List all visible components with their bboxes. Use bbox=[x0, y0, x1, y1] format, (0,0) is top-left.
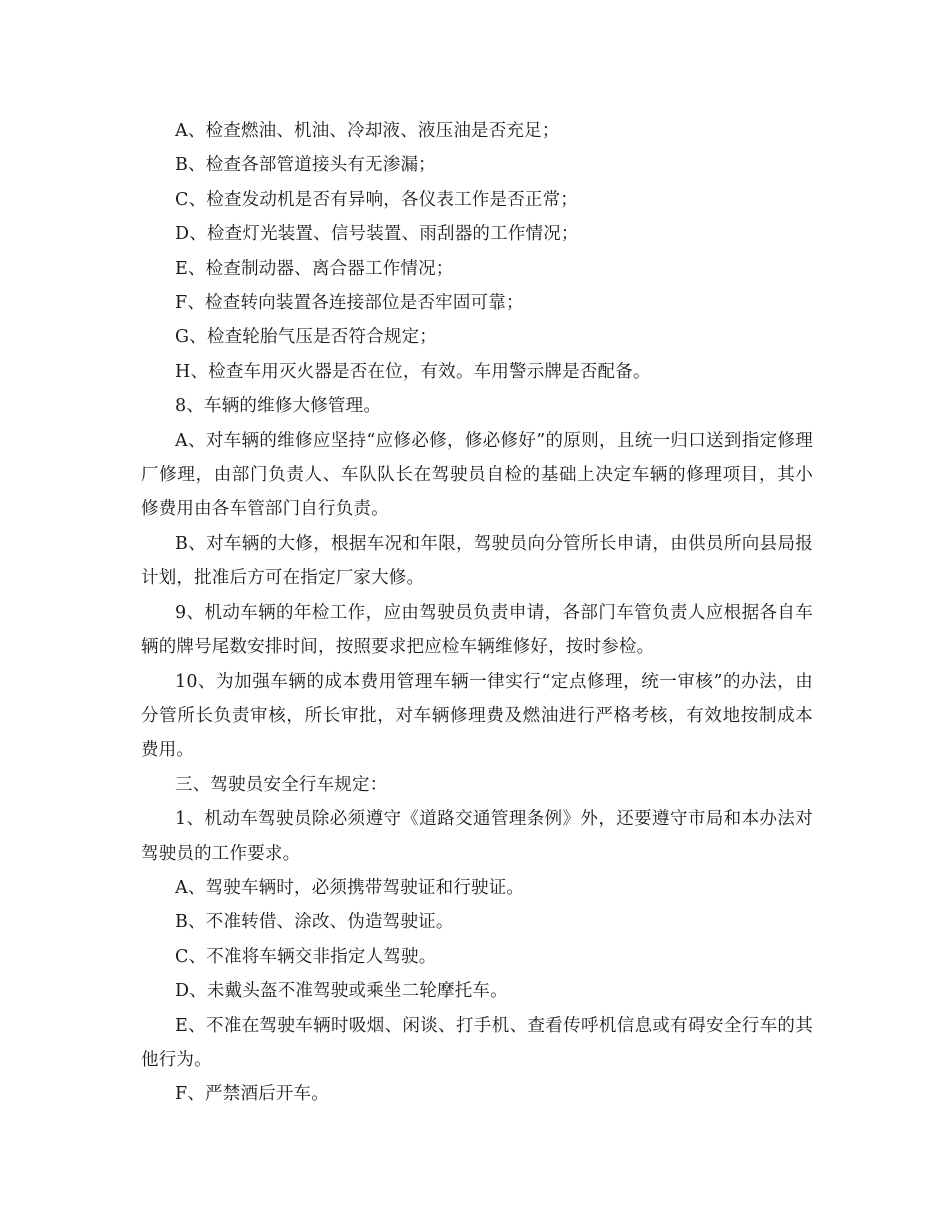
section-heading-driver-safety: 三、驾驶员安全行车规定： bbox=[175, 774, 388, 795]
paragraph-check-extinguisher: H、检查车用灭火器是否在位，有效。车用警示牌是否配备。 bbox=[175, 361, 651, 382]
paragraph-check-brakes: E、检查制动器、离合器工作情况； bbox=[175, 258, 454, 279]
section-heading-repair: 8、车辆的维修大修管理。 bbox=[175, 396, 382, 417]
paragraph-no-drunk-driving: F、严禁酒后开车。 bbox=[175, 1084, 329, 1105]
paragraph-cost-management: 10、为加强车辆的成本费用管理车辆一律实行“定点修理，统一审核”的办法，由分管所长负责审核，所长审批，对车辆修理费及燃油进行严格考核，有效地按制成本费用。 bbox=[141, 671, 813, 761]
paragraph-no-distraction: E、不准在驾驶车辆时吸烟、闲谈、打手机、查看传呼机信息或有碍安全行车的其他行为。 bbox=[141, 1015, 813, 1070]
paragraph-overhaul: B、对车辆的大修，根据车况和年限，驾驶员向分管所长申请，由供员所向县局报计划，批准后方可在指定厂家大修。 bbox=[141, 533, 813, 589]
paragraph-annual-inspection: 9、机动车辆的年检工作，应由驾驶员负责申请，各部门车管负责人应根据各自车辆的牌号尾数安排时间，按照要求把应检车辆维修好，按时参检。 bbox=[141, 602, 813, 658]
paragraph-check-steering: F、检查转向装置各连接部位是否牢固可靠； bbox=[175, 293, 524, 314]
paragraph-check-engine: C、检查发动机是否有异响，各仪表工作是否正常； bbox=[175, 189, 578, 210]
paragraph-check-tires: G、检查轮胎气压是否符合规定； bbox=[175, 327, 437, 348]
paragraph-no-unassigned-driver: C、不准将车辆交非指定人驾驶。 bbox=[175, 946, 437, 967]
paragraph-carry-license: A、驾驶车辆时，必须携带驾驶证和行驶证。 bbox=[175, 877, 525, 898]
paragraph-check-pipes: B、检查各部管道接头有无渗漏； bbox=[175, 155, 436, 176]
paragraph-check-fluids: A、检查燃油、机油、冷却液、液压油是否充足； bbox=[175, 121, 560, 141]
paragraph-check-lights: D、检查灯光装置、信号装置、雨刮器的工作情况； bbox=[175, 224, 579, 245]
paragraph-no-forgery: B、不准转借、涂改、伪造驾驶证。 bbox=[175, 912, 454, 933]
paragraph-repair-principle: A、对车辆的维修应坚持“应修必修，修必修好”的原则，且统一归口送到指定修理厂修理，由部门负责人、车队队长在驾驶员自检的基础上决定车辆的修理项目，其小修费用由各车管部门自行负责。 bbox=[141, 430, 813, 520]
document-page bbox=[141, 114, 813, 1112]
paragraph-helmet: D、未戴头盔不准驾驶或乘坐二轮摩托车。 bbox=[175, 981, 508, 1002]
paragraph-driver-rules-intro: 1、机动车驾驶员除必须遵守《道路交通管理条例》外，还要遵守市局和本办法对驾驶员的工作要求。 bbox=[141, 809, 813, 864]
